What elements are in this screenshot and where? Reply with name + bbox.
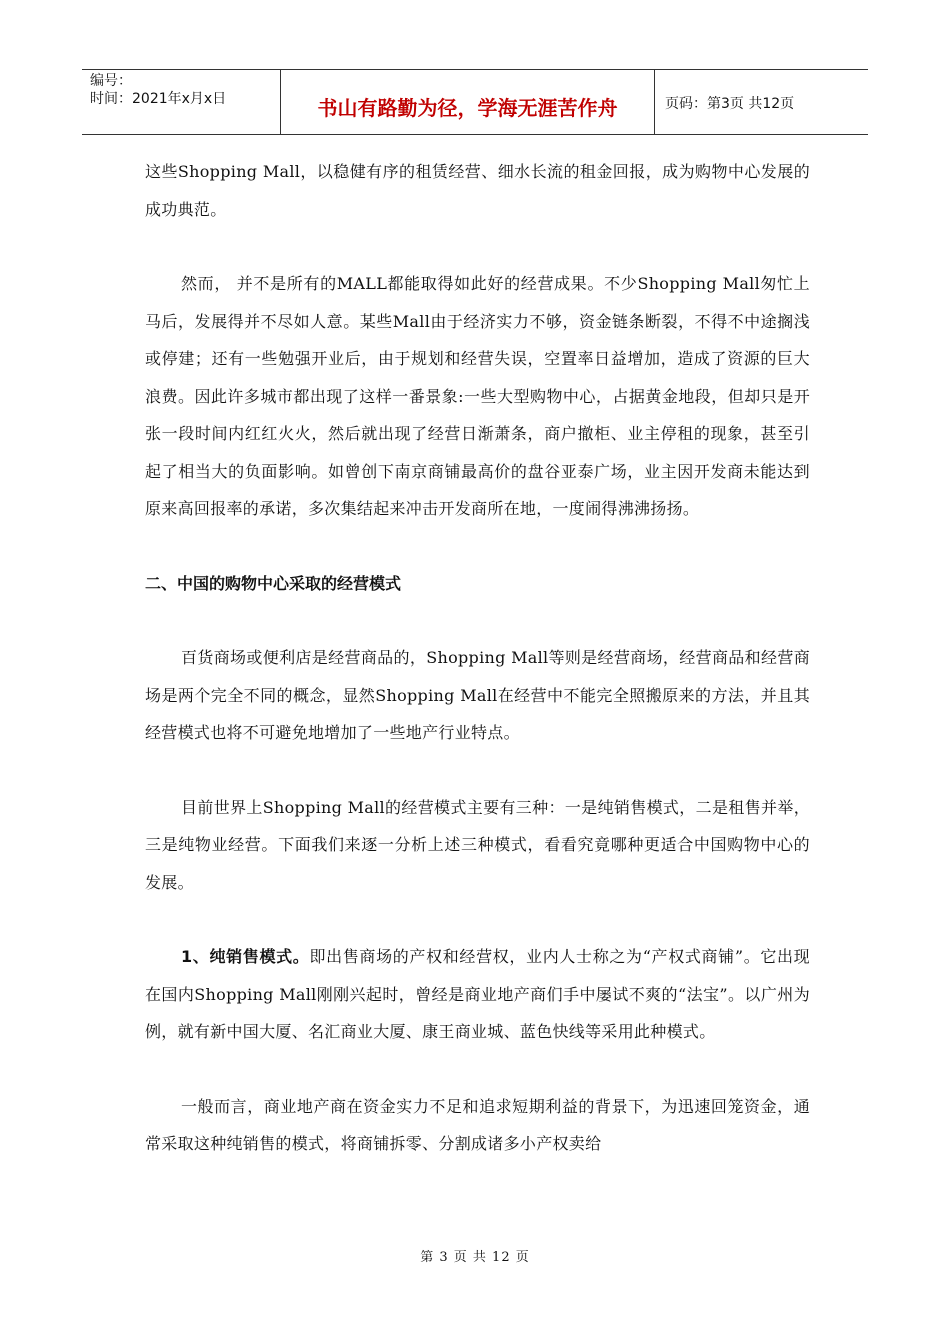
- header-page-code: 页码：第3页 共12页: [665, 96, 795, 112]
- page-header: [82, 69, 868, 135]
- time-label: 时间：2021年x月x日: [90, 91, 227, 107]
- header-meta: [82, 70, 281, 134]
- paragraph-3: 百货商场或便利店是经营商品的，Shopping Mall等则是经营商场，经营商品和经营商场是两个完全不同的概念，显然Shopping Mall在经营中不能完全照搬原来的方法，并且其经营模式也将不可避免地增加了一些地产行业特点。: [145, 648, 810, 742]
- paragraph-1: 这些Shopping Mall，以稳健有序的租赁经营、细水长流的租金回报，成为购物中心发展的成功典范。: [145, 162, 810, 219]
- paragraph-5-lead: 1、纯销售模式。: [181, 947, 310, 966]
- paragraph-4: 目前世界上Shopping Mall的经营模式主要有三种：一是纯销售模式，二是租售并举，三是纯物业经营。下面我们来逐一分析上述三种模式，看看究竟哪种更适合中国购物中心的发展。: [145, 797, 810, 892]
- paragraph-2: 然而， 并不是所有的MALL都能取得如此好的经营成果。不少Shopping Mall匆忙上马后，发展得并不尽如人意。某些Mall由于经济实力不够，资金链条断裂，不得不中途搁浅或停建；还有一些勉强开业后，由于规划和经营失误，空置率日益增加，造成了资源的巨大浪费。因此许多城市都出现了这样一番景象:一些大型购物中心，占据黄金地段，但却只是开张一段时间内红红火火，然后就出现了经营日渐萧条，商户撤柜、业主停租的现象，甚至引起了相当大的负面影响。如曾创下南京商铺最高价的盘谷亚泰广场，业主因开发商未能达到原来高回报率的承诺，多次集结起来冲击开发商所在地，一度闹得沸沸扬扬。: [145, 274, 810, 518]
- paragraph-5-text: 即出售商场的产权和经营权，业内人士称之为“产权式商铺”。它出现在国内Shopping Mall刚刚兴起时，曾经是商业地产商们手中屡试不爽的“法宝”。以广州为例，就有新中国大厦、名汇商业大厦、康王商业城、蓝色快线等采用此种模式。: [145, 947, 810, 1041]
- section-heading: 二、中国的购物中心采取的经营模式: [145, 573, 402, 593]
- paragraph-5: [145, 938, 810, 1051]
- page-footer: 第 3 页 共 12 页: [420, 1250, 530, 1265]
- document-body: [145, 153, 810, 1163]
- header-motto: 书山有路勤为径，学海无涯苦作舟: [281, 70, 655, 134]
- serial-label: 编号：: [90, 73, 132, 89]
- paragraph-6: 一般而言，商业地产商在资金实力不足和追求短期利益的背景下，为迅速回笼资金，通常采取这种纯销售的模式，将商铺拆零、分割成诸多小产权卖给: [145, 1096, 810, 1153]
